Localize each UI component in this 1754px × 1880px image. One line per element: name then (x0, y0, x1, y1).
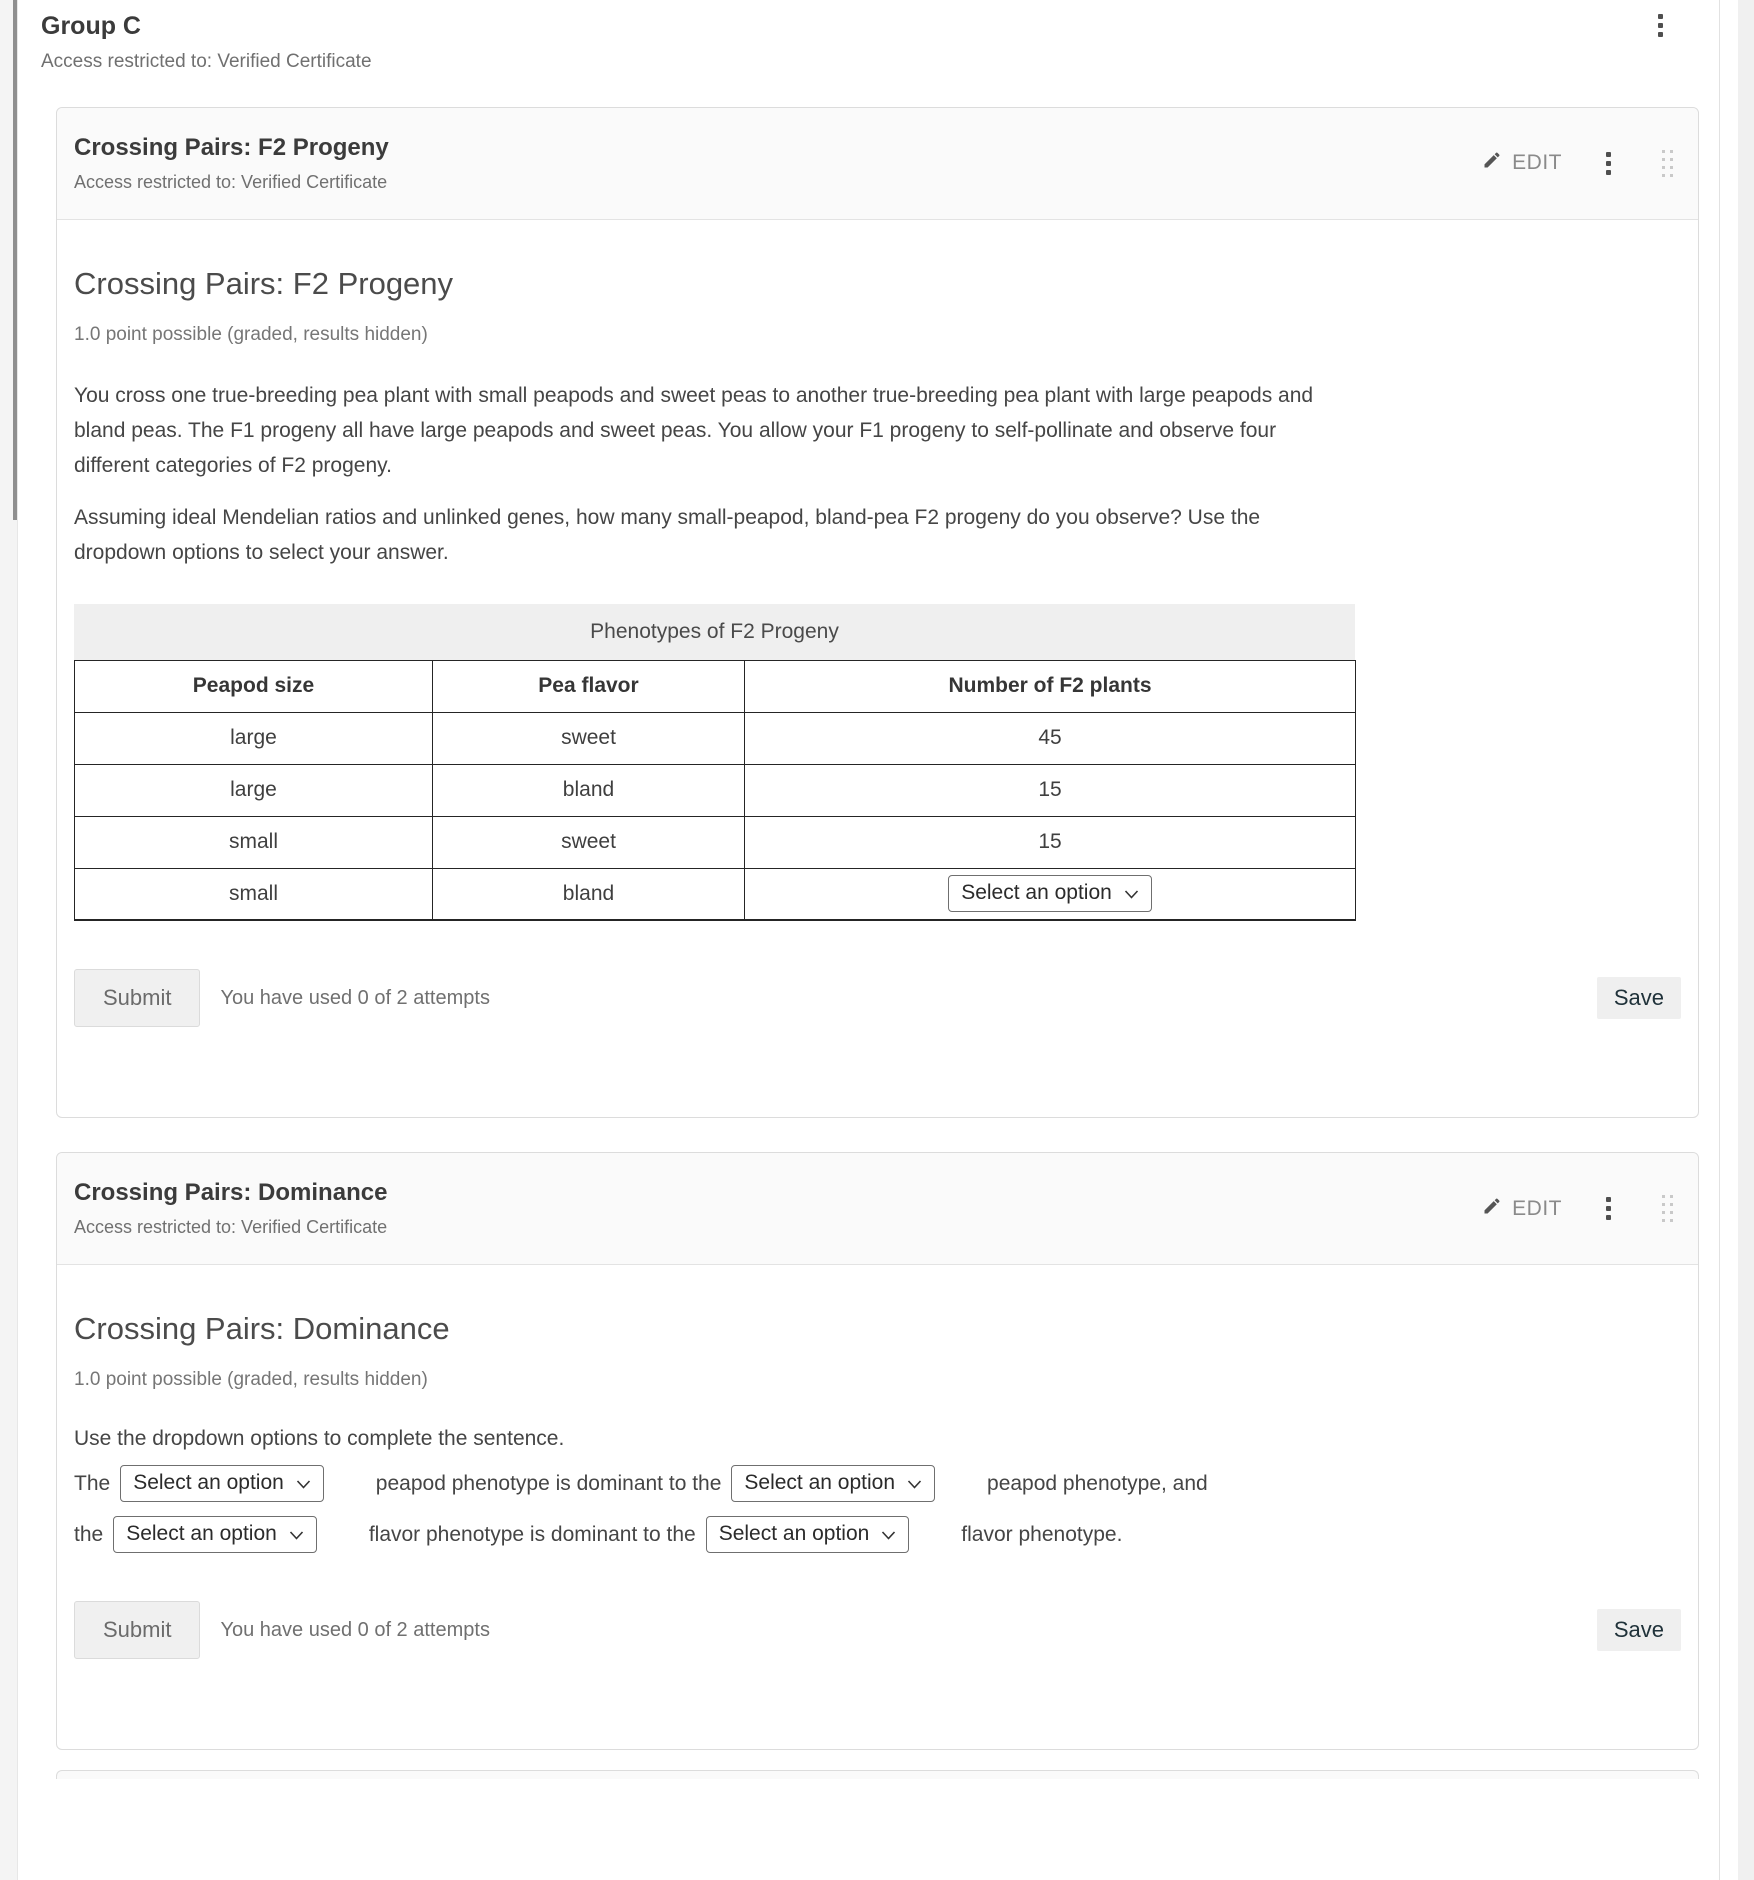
submit-button[interactable]: Submit (74, 1601, 200, 1659)
table-header-row (75, 660, 1356, 712)
drag-handle-icon[interactable] (1659, 147, 1676, 180)
component-card-f2-progeny (56, 107, 1699, 1119)
component-access-note: Access restricted to: Verified Certificate (74, 171, 388, 192)
chevron-down-icon (907, 1470, 922, 1496)
chevron-down-icon (289, 1521, 304, 1547)
chevron-down-icon (881, 1521, 896, 1547)
component-access-note: Access restricted to: Verified Certificate (74, 1217, 388, 1237)
col-header-peapod-size: Peapod size (75, 660, 433, 712)
phenotype-table (74, 660, 1356, 922)
component-header (57, 108, 1698, 220)
pencil-icon (1482, 150, 1502, 176)
group-kebab-menu-icon[interactable] (1654, 10, 1667, 41)
points-note: 1.0 point possible (graded, results hidden) (74, 1369, 428, 1390)
group-header (18, 8, 1719, 73)
problem-body (57, 220, 1698, 1118)
component-kebab-menu-icon[interactable] (1602, 148, 1615, 179)
submit-button[interactable]: Submit (74, 969, 200, 1027)
chevron-down-icon (296, 1470, 311, 1496)
table-row: small bland Select an option (75, 868, 1356, 920)
component-header (57, 1153, 1698, 1265)
table-row: large bland 15 (75, 764, 1356, 816)
right-gutter (1720, 0, 1738, 1880)
group-title: Group C (41, 12, 141, 40)
component-kebab-menu-icon[interactable] (1602, 1193, 1615, 1224)
left-scrollbar-thumb[interactable] (13, 0, 17, 520)
dominance-dropdown-4[interactable]: Select an option (706, 1516, 910, 1553)
points-note: 1.0 point possible (graded, results hidden) (74, 323, 428, 345)
dominance-dropdown-1[interactable]: Select an option (120, 1465, 324, 1502)
component-title: Crossing Pairs: Dominance (74, 1179, 388, 1206)
answer-dropdown[interactable]: Select an option (948, 875, 1152, 912)
dominance-dropdown-3[interactable]: Select an option (113, 1516, 317, 1553)
col-header-number-f2: Number of F2 plants (745, 660, 1356, 712)
left-scrollbar-track (0, 0, 17, 1880)
attempts-note: You have used 0 of 2 attempts (220, 1618, 490, 1641)
pencil-icon (1482, 1196, 1502, 1222)
right-scrollbar-track (1738, 0, 1754, 1880)
problem-paragraph: Assuming ideal Mendelian ratios and unlinked genes, how many small-peapod, bland-pea F2 progeny do you observe? Use the dropdown options to select your answer. (74, 505, 1261, 564)
group-section (17, 0, 1720, 1880)
drag-handle-icon[interactable] (1659, 1192, 1676, 1225)
attempts-note: You have used 0 of 2 attempts (220, 986, 490, 1009)
chevron-down-icon (1124, 880, 1139, 906)
sentence-line-2: the Select an option flavor phenotype is dominant to the Select an option flavor phenotype. (74, 1516, 1681, 1553)
save-button[interactable]: Save (1597, 977, 1681, 1019)
component-card-dominance (56, 1152, 1699, 1750)
next-component-card-partial (56, 1770, 1699, 1779)
action-row (74, 969, 1681, 1027)
action-row (74, 1601, 1681, 1659)
instruction-text: Use the dropdown options to complete the sentence. (74, 1427, 565, 1450)
edit-button[interactable]: EDIT (1482, 1196, 1562, 1222)
problem-title: Crossing Pairs: Dominance (74, 1311, 450, 1346)
dominance-dropdown-2[interactable]: Select an option (731, 1465, 935, 1502)
edit-button[interactable]: EDIT (1482, 150, 1562, 176)
col-header-pea-flavor: Pea flavor (433, 660, 745, 712)
component-title: Crossing Pairs: F2 Progeny (74, 133, 389, 161)
table-row: large sweet 45 (75, 712, 1356, 764)
problem-body (57, 1265, 1698, 1749)
problem-title: Crossing Pairs: F2 Progeny (74, 265, 454, 301)
group-access-note: Access restricted to: Verified Certificate (41, 50, 372, 72)
problem-paragraph: You cross one true-breeding pea plant with small peapods and sweet peas to another true-breeding pea plant with large peapods and bland peas. The F1 progeny all have large peapods and sweet peas. You allow your F1 progeny to self-pollinate and observe four different categories of F2 progeny. (74, 383, 1314, 477)
sentence-line-1: The Select an option peapod phenotype is dominant to the Select an option peapod phenotype, and (74, 1465, 1681, 1502)
save-button[interactable]: Save (1597, 1609, 1681, 1651)
table-row: small sweet 15 (75, 816, 1356, 868)
table-caption: Phenotypes of F2 Progeny (74, 604, 1355, 660)
